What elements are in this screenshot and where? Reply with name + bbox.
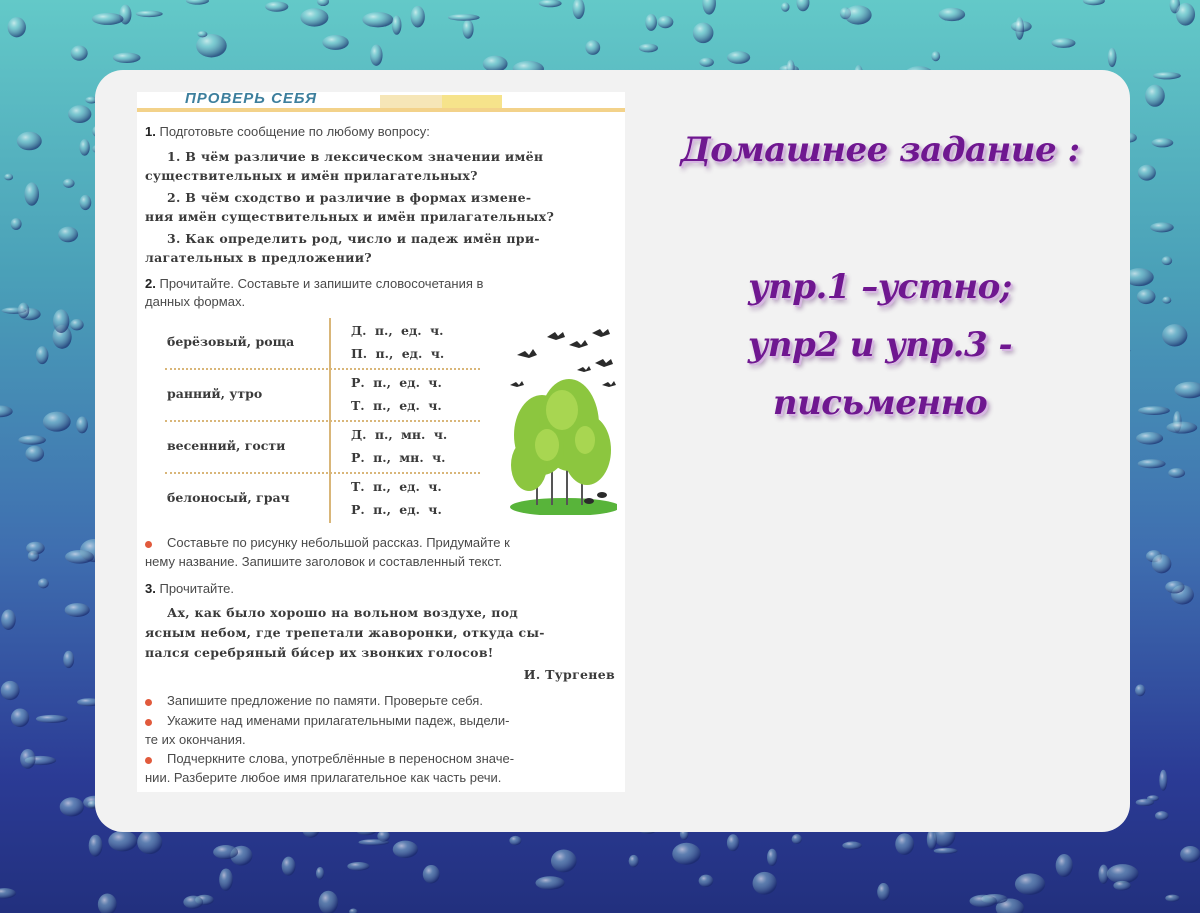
task1-number: 1. bbox=[145, 124, 156, 139]
task1-q1-line1: 1. В чём различие в лексическом значении имён bbox=[167, 149, 544, 164]
task2-line2: данных формах. bbox=[145, 294, 246, 309]
task2-bullet-line2: нему название. Запишите заголовок и составленный текст. bbox=[145, 554, 503, 569]
spacer bbox=[660, 170, 1100, 258]
table-row-form: Д. п., ед. ч. bbox=[351, 323, 444, 338]
task3 bbox=[145, 581, 234, 596]
table-row-separator bbox=[165, 472, 480, 474]
task1-q2-line2: ния имён существительных и имён прилагательных? bbox=[145, 209, 555, 224]
task3-bullet2-line2: те их окончания. bbox=[145, 732, 246, 747]
task3-bullet2-line1: Укажите над именами прилагательными падеж, выдели- bbox=[167, 713, 510, 728]
table-row-form: Р. п., ед. ч. bbox=[351, 502, 442, 517]
task3-bullet1: Запишите предложение по памяти. Проверьте себя. bbox=[167, 693, 483, 708]
table-row-form: Р. п., ед. ч. bbox=[351, 375, 442, 390]
task1-q3-line2: лагательных в предложении? bbox=[145, 250, 372, 265]
table-row-pair: ранний, утро bbox=[167, 386, 263, 401]
task2-line1: Прочитайте. Составьте и запишите словосочетания в bbox=[159, 276, 484, 291]
homework-line-1: упр.1 –устно; bbox=[748, 267, 1012, 307]
bullet-marker bbox=[145, 541, 152, 548]
task2-bullet-line1: Составьте по рисунку небольшой рассказ. Придумайте к bbox=[167, 535, 510, 550]
task3-intro: Прочитайте. bbox=[159, 581, 234, 596]
table-row-pair: весенний, гости bbox=[167, 438, 286, 453]
birch-grove-illustration bbox=[507, 325, 617, 515]
quote-author: И. Тургенев bbox=[523, 667, 615, 682]
task1-q1-line2: существительных и имён прилагательных? bbox=[145, 168, 478, 183]
task1-q3-line1: 3. Как определить род, число и падеж имён при- bbox=[167, 231, 540, 246]
textbook-header bbox=[137, 92, 625, 114]
task1-intro: Подготовьте сообщение по любому вопросу: bbox=[159, 124, 430, 139]
table-row-form: Р. п., мн. ч. bbox=[351, 450, 446, 465]
table-row-form: Т. п., ед. ч. bbox=[351, 398, 442, 413]
task3-bullet3-line1: Подчеркните слова, употреблённые в переносном значе- bbox=[167, 751, 515, 766]
header-tab bbox=[380, 95, 442, 109]
textbook-page-image bbox=[137, 92, 625, 792]
task3-number: 3. bbox=[145, 581, 156, 596]
task2 bbox=[145, 276, 483, 291]
bullet-marker bbox=[145, 719, 152, 726]
bullet-marker bbox=[145, 699, 152, 706]
quote-line3: пался серебряный би́сер их звонких голосов! bbox=[145, 645, 494, 660]
task1-q2-line1: 2. В чём сходство и различие в формах измене- bbox=[167, 190, 532, 205]
task3-bullet3-line2: нии. Разберите любое имя прилагательное как часть речи. bbox=[145, 770, 502, 785]
table-row-separator bbox=[165, 420, 480, 422]
table-row-form: П. п., ед. ч. bbox=[351, 346, 445, 361]
homework-line-2: упр2 и упр.3 - bbox=[747, 325, 1013, 365]
quote-line2: ясным небом, где трепетали жаворонки, откуда сы- bbox=[145, 625, 545, 640]
task1 bbox=[145, 124, 430, 139]
table-row-pair: берёзовый, роща bbox=[167, 334, 295, 349]
header-bar bbox=[137, 108, 625, 112]
bullet-marker bbox=[145, 757, 152, 764]
table-row-form: Д. п., мн. ч. bbox=[351, 427, 448, 442]
homework-line-3: письменно bbox=[772, 383, 988, 423]
table-row-form: Т. п., ед. ч. bbox=[351, 479, 442, 494]
quote-line1: Ах, как было хорошо на вольном воздухе, под bbox=[167, 605, 518, 620]
homework-block bbox=[660, 130, 1100, 432]
table-row-pair: белоносый, грач bbox=[167, 490, 290, 505]
header-tab bbox=[442, 95, 502, 109]
task2-number: 2. bbox=[145, 276, 156, 291]
textbook-section-title: ПРОВЕРЬ СЕБЯ bbox=[185, 92, 318, 107]
homework-title: Домашнее задание : bbox=[680, 130, 1080, 170]
table-row-separator bbox=[165, 368, 480, 370]
